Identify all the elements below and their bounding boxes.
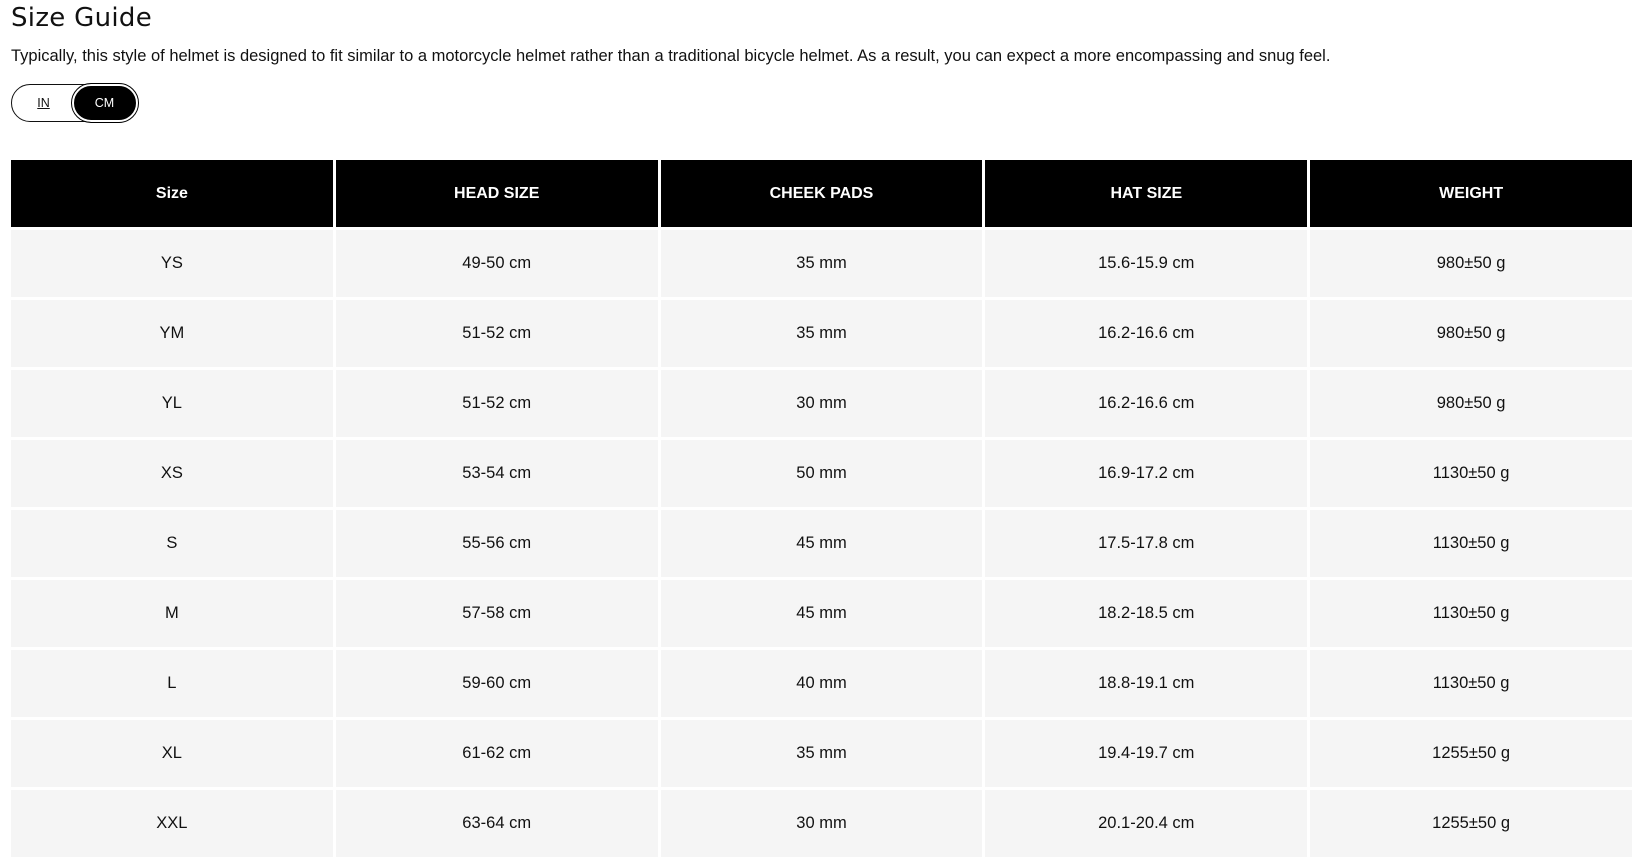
cell-head-size: 61-62 cm bbox=[336, 720, 658, 787]
table-row bbox=[11, 720, 1632, 787]
cell-head-size: 51-52 cm bbox=[336, 370, 658, 437]
cell-size: XXL bbox=[11, 790, 333, 857]
cell-weight: 980±50 g bbox=[1310, 370, 1632, 437]
cell-head-size: 59-60 cm bbox=[336, 650, 658, 717]
cell-cheek-pads: 45 mm bbox=[661, 510, 983, 577]
unit-toggle bbox=[11, 84, 137, 122]
cell-weight: 1130±50 g bbox=[1310, 510, 1632, 577]
cell-cheek-pads: 50 mm bbox=[661, 440, 983, 507]
unit-option-cm[interactable]: CM bbox=[72, 84, 138, 122]
column-header-hat-size: HAT SIZE bbox=[985, 160, 1307, 227]
cell-hat-size: 16.9-17.2 cm bbox=[985, 440, 1307, 507]
table-row bbox=[11, 230, 1632, 297]
cell-weight: 1130±50 g bbox=[1310, 580, 1632, 647]
cell-weight: 1255±50 g bbox=[1310, 720, 1632, 787]
cell-hat-size: 20.1-20.4 cm bbox=[985, 790, 1307, 857]
cell-size: YL bbox=[11, 370, 333, 437]
table-row bbox=[11, 300, 1632, 367]
column-header-weight: WEIGHT bbox=[1310, 160, 1632, 227]
cell-size: XS bbox=[11, 440, 333, 507]
cell-weight: 1255±50 g bbox=[1310, 790, 1632, 857]
cell-hat-size: 19.4-19.7 cm bbox=[985, 720, 1307, 787]
cell-cheek-pads: 35 mm bbox=[661, 300, 983, 367]
cell-hat-size: 15.6-15.9 cm bbox=[985, 230, 1307, 297]
table-header-row bbox=[11, 160, 1632, 227]
cell-cheek-pads: 45 mm bbox=[661, 580, 983, 647]
cell-cheek-pads: 30 mm bbox=[661, 370, 983, 437]
table-row bbox=[11, 370, 1632, 437]
cell-head-size: 49-50 cm bbox=[336, 230, 658, 297]
cell-cheek-pads: 35 mm bbox=[661, 720, 983, 787]
cell-weight: 1130±50 g bbox=[1310, 440, 1632, 507]
unit-option-in[interactable]: IN bbox=[37, 95, 50, 110]
cell-head-size: 51-52 cm bbox=[336, 300, 658, 367]
table-row bbox=[11, 510, 1632, 577]
cell-hat-size: 18.8-19.1 cm bbox=[985, 650, 1307, 717]
cell-size: L bbox=[11, 650, 333, 717]
cell-size: S bbox=[11, 510, 333, 577]
size-guide-description: Typically, this style of helmet is designed to fit similar to a motorcycle helmet rather than a traditional bicycle helmet. As a result, you can expect a more encompassing and snug feel. bbox=[11, 47, 1331, 65]
cell-weight: 980±50 g bbox=[1310, 230, 1632, 297]
cell-head-size: 53-54 cm bbox=[336, 440, 658, 507]
cell-cheek-pads: 35 mm bbox=[661, 230, 983, 297]
column-header-cheek-pads: CHEEK PADS bbox=[661, 160, 983, 227]
table-row bbox=[11, 790, 1632, 857]
cell-size: YS bbox=[11, 230, 333, 297]
cell-hat-size: 18.2-18.5 cm bbox=[985, 580, 1307, 647]
cell-hat-size: 16.2-16.6 cm bbox=[985, 300, 1307, 367]
cell-size: YM bbox=[11, 300, 333, 367]
cell-weight: 1130±50 g bbox=[1310, 650, 1632, 717]
cell-hat-size: 16.2-16.6 cm bbox=[985, 370, 1307, 437]
cell-weight: 980±50 g bbox=[1310, 300, 1632, 367]
cell-cheek-pads: 30 mm bbox=[661, 790, 983, 857]
page-title: Size Guide bbox=[11, 3, 152, 33]
cell-head-size: 63-64 cm bbox=[336, 790, 658, 857]
cell-head-size: 57-58 cm bbox=[336, 580, 658, 647]
cell-hat-size: 17.5-17.8 cm bbox=[985, 510, 1307, 577]
column-header-size: Size bbox=[11, 160, 333, 227]
table-row bbox=[11, 650, 1632, 717]
cell-head-size: 55-56 cm bbox=[336, 510, 658, 577]
cell-size: M bbox=[11, 580, 333, 647]
table-row bbox=[11, 580, 1632, 647]
cell-size: XL bbox=[11, 720, 333, 787]
table-row bbox=[11, 440, 1632, 507]
cell-cheek-pads: 40 mm bbox=[661, 650, 983, 717]
column-header-head-size: HEAD SIZE bbox=[336, 160, 658, 227]
size-table bbox=[8, 157, 1635, 860]
